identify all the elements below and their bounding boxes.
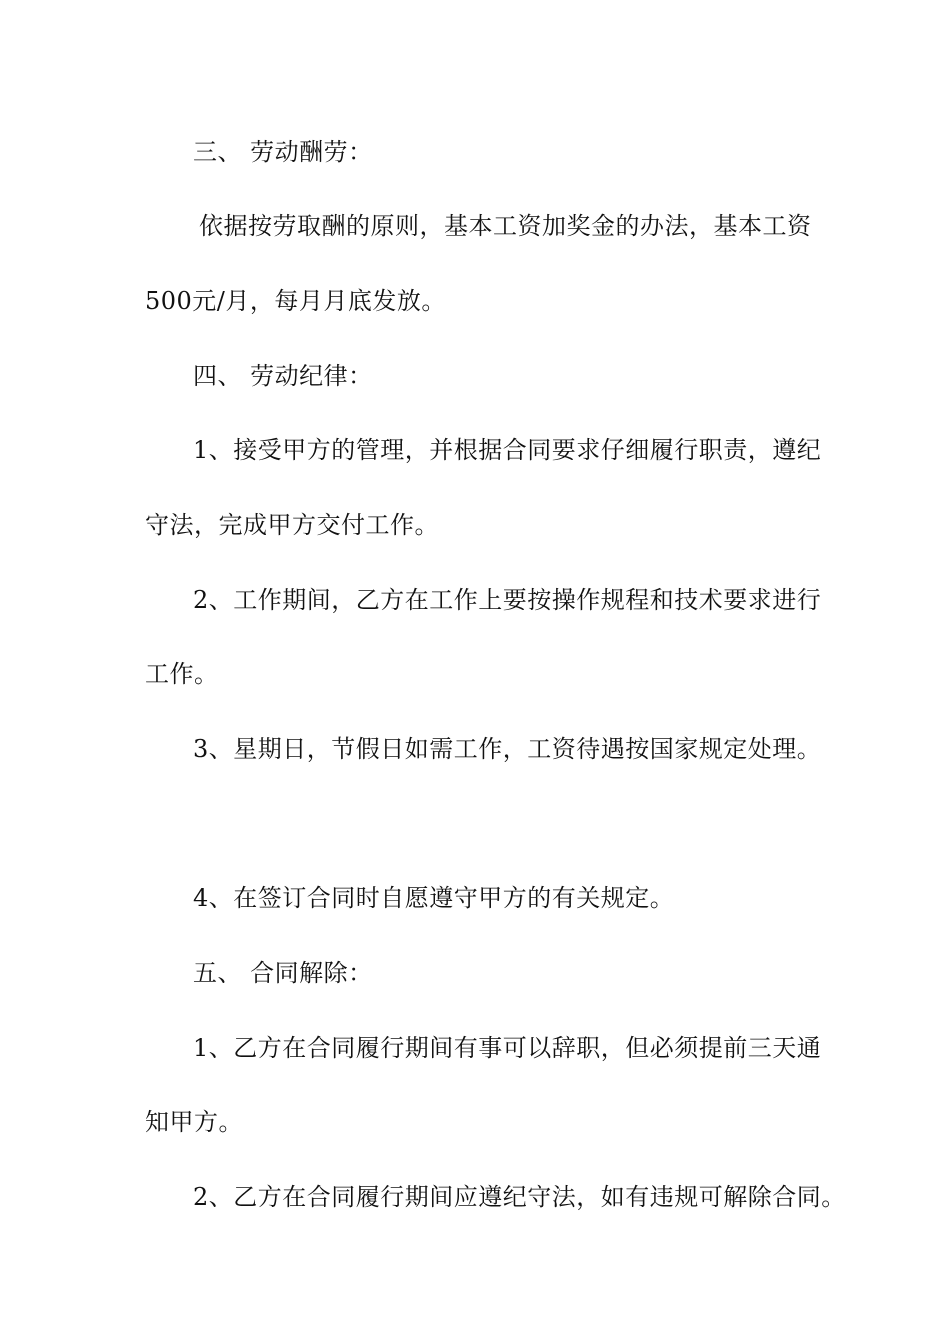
section-heading-termination: 五、 合同解除： — [193, 959, 373, 987]
paragraph-line: 4、在签订合同时自愿遵守甲方的有关规定。 — [193, 884, 675, 912]
paragraph-line: 1、接受甲方的管理，并根据合同要求仔细履行职责，遵纪 — [193, 436, 822, 464]
section-heading-discipline: 四、 劳动纪律： — [193, 362, 373, 390]
paragraph-line: 500元/月，每月月底发放。 — [145, 287, 446, 315]
paragraph-line: 依据按劳取酬的原则，基本工资加奖金的办法，基本工资 — [199, 212, 812, 240]
paragraph-line: 3、星期日，节假日如需工作，工资待遇按国家规定处理。 — [193, 735, 822, 763]
paragraph-line: 2、乙方在合同履行期间应遵纪守法，如有违规可解除合同。 — [193, 1183, 846, 1211]
paragraph-line: 工作。 — [145, 660, 219, 688]
paragraph-line: 1、乙方在合同履行期间有事可以辞职，但必须提前三天通 — [193, 1034, 822, 1062]
paragraph-line: 2、工作期间，乙方在工作上要按操作规程和技术要求进行 — [193, 586, 822, 614]
paragraph-line: 守法，完成甲方交付工作。 — [145, 511, 439, 539]
section-heading-remuneration: 三、 劳动酬劳： — [193, 138, 373, 166]
paragraph-line: 知甲方。 — [145, 1108, 243, 1136]
